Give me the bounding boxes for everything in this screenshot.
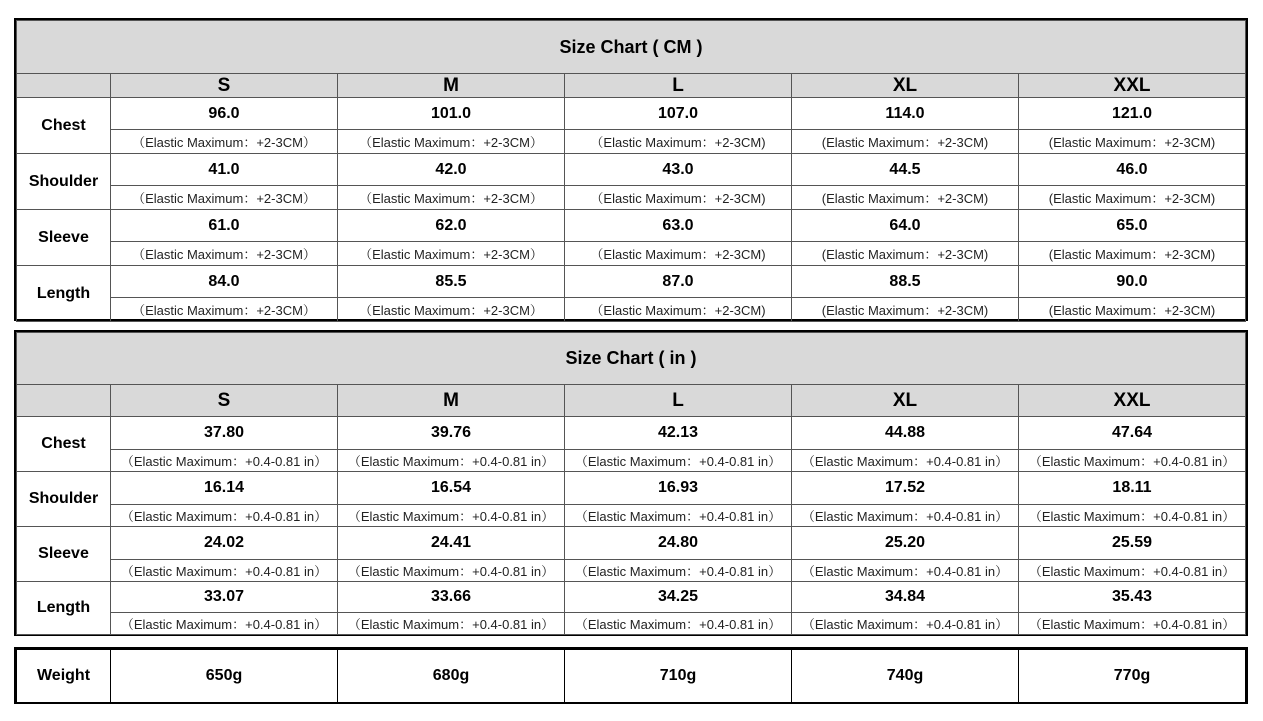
- elastic-note: （Elastic Maximum：+2-3CM): [565, 130, 792, 154]
- value-cell: 17.52: [792, 472, 1019, 505]
- value-cell: 34.84: [792, 582, 1019, 613]
- value-cell: 42.0: [338, 154, 565, 186]
- elastic-note: (Elastic Maximum：+2-3CM): [1019, 130, 1246, 154]
- value-cell: 42.13: [565, 417, 792, 450]
- value-cell: 16.54: [338, 472, 565, 505]
- elastic-note: （Elastic Maximum：+0.4-0.81 in）: [1019, 505, 1246, 527]
- elastic-note: （Elastic Maximum：+2-3CM）: [111, 130, 338, 154]
- value-cell: 114.0: [792, 98, 1019, 130]
- row-label-shoulder: Shoulder: [17, 154, 111, 210]
- elastic-note: （Elastic Maximum：+0.4-0.81 in）: [111, 560, 338, 582]
- value-cell: 87.0: [565, 266, 792, 298]
- value-cell: 63.0: [565, 210, 792, 242]
- value-cell: 24.02: [111, 527, 338, 560]
- value-cell: 25.20: [792, 527, 1019, 560]
- value-cell: 41.0: [111, 154, 338, 186]
- size-chart-cm-title: Size Chart ( CM ): [17, 21, 1246, 74]
- elastic-note: （Elastic Maximum：+0.4-0.81 in）: [792, 613, 1019, 635]
- elastic-note: （Elastic Maximum：+0.4-0.81 in）: [338, 505, 565, 527]
- weight-value: 680g: [338, 650, 565, 703]
- value-cell: 61.0: [111, 210, 338, 242]
- value-cell: 65.0: [1019, 210, 1246, 242]
- row-label-chest: Chest: [17, 417, 111, 472]
- elastic-note: (Elastic Maximum：+2-3CM): [792, 242, 1019, 266]
- value-cell: 24.41: [338, 527, 565, 560]
- weight-value: 740g: [792, 650, 1019, 703]
- value-cell: 121.0: [1019, 98, 1246, 130]
- elastic-note: （Elastic Maximum：+0.4-0.81 in）: [338, 560, 565, 582]
- value-cell: 24.80: [565, 527, 792, 560]
- size-header-xxl: XXL: [1019, 74, 1246, 98]
- elastic-note: （Elastic Maximum：+0.4-0.81 in）: [1019, 560, 1246, 582]
- value-cell: 44.5: [792, 154, 1019, 186]
- header-corner: [17, 74, 111, 98]
- elastic-note: （Elastic Maximum：+0.4-0.81 in）: [565, 505, 792, 527]
- elastic-note: (Elastic Maximum：+2-3CM): [792, 298, 1019, 322]
- elastic-note: （Elastic Maximum：+2-3CM）: [338, 186, 565, 210]
- elastic-note: （Elastic Maximum：+2-3CM): [565, 298, 792, 322]
- value-cell: 96.0: [111, 98, 338, 130]
- value-cell: 46.0: [1019, 154, 1246, 186]
- weight-value: 710g: [565, 650, 792, 703]
- row-label-sleeve: Sleeve: [17, 210, 111, 266]
- elastic-note: （Elastic Maximum：+0.4-0.81 in）: [338, 450, 565, 472]
- elastic-note: （Elastic Maximum：+0.4-0.81 in）: [111, 613, 338, 635]
- value-cell: 64.0: [792, 210, 1019, 242]
- elastic-note: （Elastic Maximum：+0.4-0.81 in）: [565, 450, 792, 472]
- elastic-note: （Elastic Maximum：+2-3CM）: [338, 242, 565, 266]
- value-cell: 107.0: [565, 98, 792, 130]
- elastic-note: （Elastic Maximum：+0.4-0.81 in）: [1019, 450, 1246, 472]
- row-label-shoulder: Shoulder: [17, 472, 111, 527]
- value-cell: 34.25: [565, 582, 792, 613]
- row-label-sleeve: Sleeve: [17, 527, 111, 582]
- size-header-xxl: XXL: [1019, 385, 1246, 417]
- elastic-note: （Elastic Maximum：+0.4-0.81 in）: [792, 450, 1019, 472]
- row-label-length: Length: [17, 582, 111, 635]
- elastic-note: （Elastic Maximum：+2-3CM）: [338, 130, 565, 154]
- size-chart-cm: [14, 18, 1248, 321]
- elastic-note: （Elastic Maximum：+0.4-0.81 in）: [111, 450, 338, 472]
- weight-value: 650g: [111, 650, 338, 703]
- value-cell: 37.80: [111, 417, 338, 450]
- value-cell: 88.5: [792, 266, 1019, 298]
- size-header-s: S: [111, 385, 338, 417]
- row-label-weight: Weight: [17, 650, 111, 703]
- elastic-note: （Elastic Maximum：+0.4-0.81 in）: [792, 560, 1019, 582]
- elastic-note: (Elastic Maximum：+2-3CM): [1019, 242, 1246, 266]
- size-header-s: S: [111, 74, 338, 98]
- elastic-note: （Elastic Maximum：+2-3CM）: [111, 242, 338, 266]
- elastic-note: （Elastic Maximum：+2-3CM): [565, 242, 792, 266]
- value-cell: 33.07: [111, 582, 338, 613]
- value-cell: 18.11: [1019, 472, 1246, 505]
- size-header-m: M: [338, 74, 565, 98]
- elastic-note: （Elastic Maximum：+0.4-0.81 in）: [111, 505, 338, 527]
- value-cell: 62.0: [338, 210, 565, 242]
- elastic-note: （Elastic Maximum：+0.4-0.81 in）: [565, 613, 792, 635]
- elastic-note: （Elastic Maximum：+0.4-0.81 in）: [565, 560, 792, 582]
- value-cell: 47.64: [1019, 417, 1246, 450]
- size-chart-in: [14, 330, 1248, 636]
- value-cell: 85.5: [338, 266, 565, 298]
- size-header-xl: XL: [792, 385, 1019, 417]
- value-cell: 101.0: [338, 98, 565, 130]
- row-label-length: Length: [17, 266, 111, 322]
- elastic-note: (Elastic Maximum：+2-3CM): [792, 186, 1019, 210]
- elastic-note: （Elastic Maximum：+2-3CM）: [338, 298, 565, 322]
- size-header-l: L: [565, 385, 792, 417]
- value-cell: 44.88: [792, 417, 1019, 450]
- value-cell: 39.76: [338, 417, 565, 450]
- value-cell: 84.0: [111, 266, 338, 298]
- elastic-note: (Elastic Maximum：+2-3CM): [792, 130, 1019, 154]
- elastic-note: (Elastic Maximum：+2-3CM): [1019, 298, 1246, 322]
- weight-table: [14, 647, 1248, 704]
- value-cell: 16.14: [111, 472, 338, 505]
- value-cell: 16.93: [565, 472, 792, 505]
- header-corner: [17, 385, 111, 417]
- elastic-note: （Elastic Maximum：+0.4-0.81 in）: [1019, 613, 1246, 635]
- value-cell: 43.0: [565, 154, 792, 186]
- row-label-chest: Chest: [17, 98, 111, 154]
- elastic-note: （Elastic Maximum：+2-3CM): [565, 186, 792, 210]
- value-cell: 35.43: [1019, 582, 1246, 613]
- value-cell: 25.59: [1019, 527, 1246, 560]
- elastic-note: （Elastic Maximum：+0.4-0.81 in）: [792, 505, 1019, 527]
- weight-value: 770g: [1019, 650, 1246, 703]
- size-chart-in-title: Size Chart ( in ): [17, 333, 1246, 385]
- value-cell: 90.0: [1019, 266, 1246, 298]
- elastic-note: (Elastic Maximum：+2-3CM): [1019, 186, 1246, 210]
- size-header-l: L: [565, 74, 792, 98]
- elastic-note: （Elastic Maximum：+2-3CM）: [111, 298, 338, 322]
- elastic-note: （Elastic Maximum：+0.4-0.81 in）: [338, 613, 565, 635]
- size-header-xl: XL: [792, 74, 1019, 98]
- value-cell: 33.66: [338, 582, 565, 613]
- size-header-m: M: [338, 385, 565, 417]
- elastic-note: （Elastic Maximum：+2-3CM）: [111, 186, 338, 210]
